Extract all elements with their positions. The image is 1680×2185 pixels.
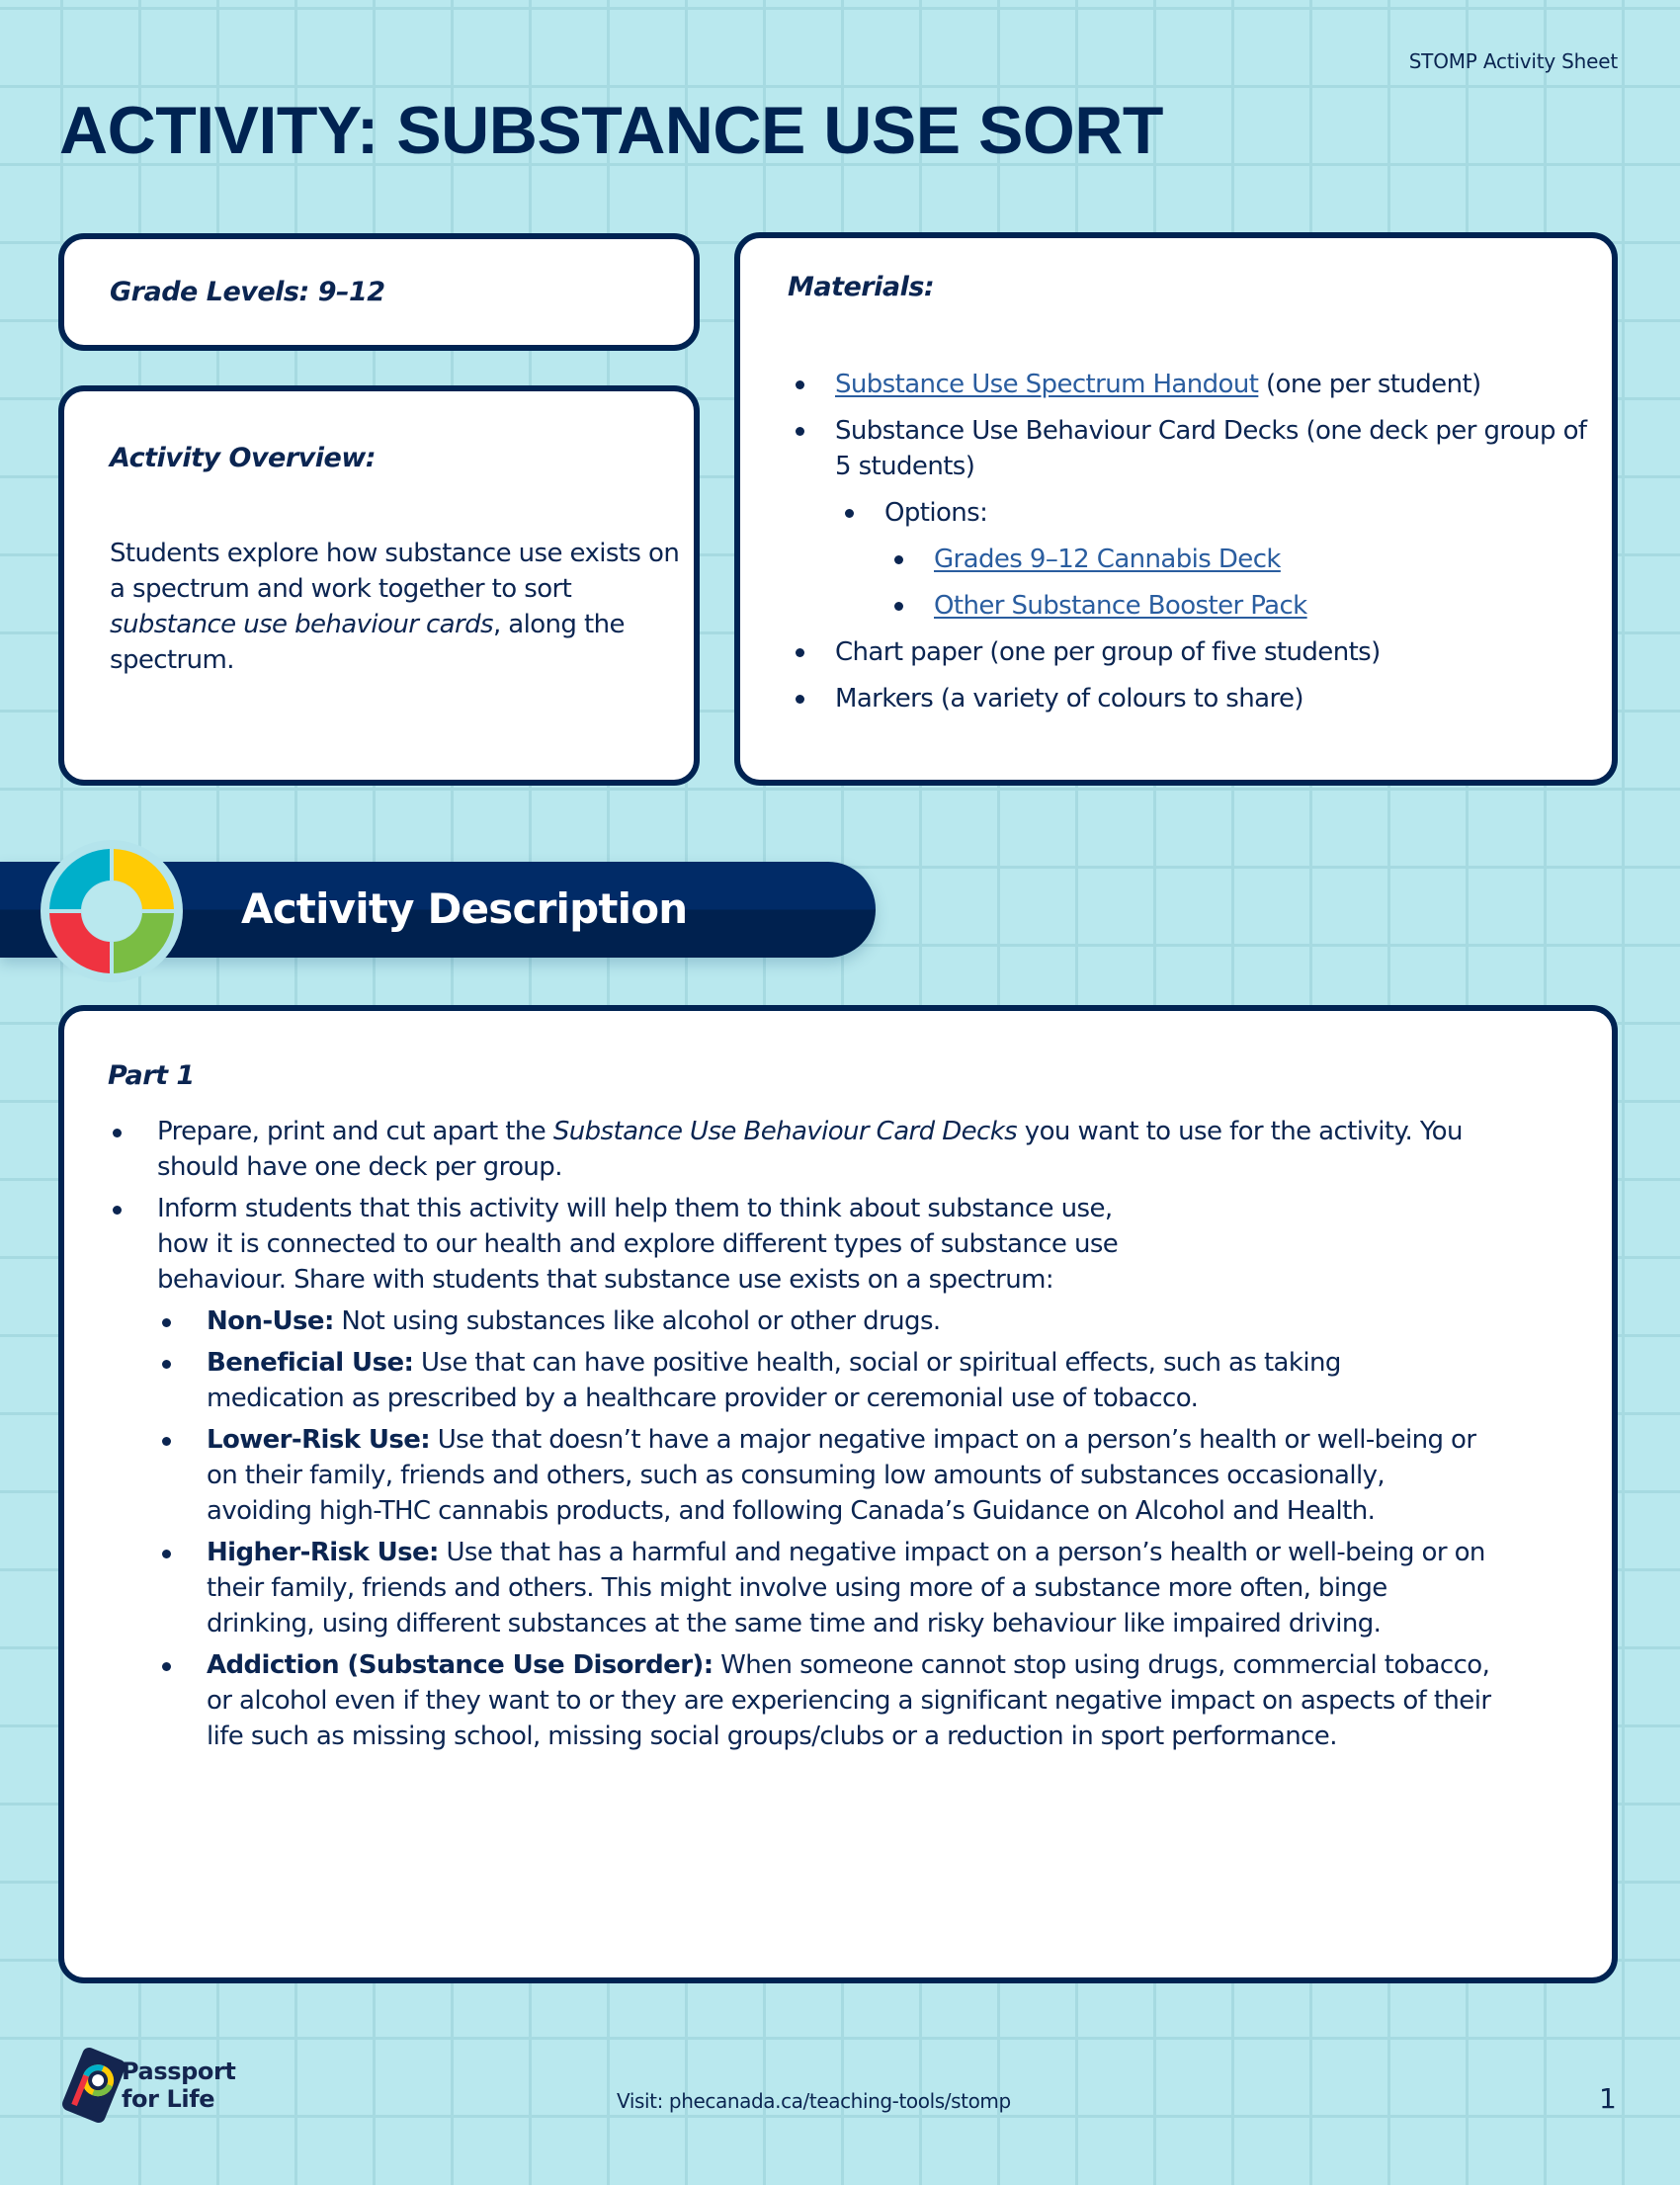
bullet-icon	[162, 1550, 171, 1558]
spectrum-item-beneficial-use	[64, 1345, 1418, 1416]
materials-list	[786, 367, 1596, 727]
item-text: Use that has a harmful and negative impact on a person’s health or well-being or on their family, friends and others. This might involve using more of a substance more often, binge drinking, using different substances at the same time and risky behaviour like impaired driving.	[207, 1538, 1485, 1639]
four-color-ring-icon	[40, 839, 184, 983]
item-text: Use that can have positive health, social or spiritual effects, such as taking medication as prescribed by a healthcare provider or ceremonial use of tobacco.	[207, 1348, 1341, 1413]
activity-overview-heading: Activity Overview:	[110, 443, 377, 473]
bullet-icon	[894, 602, 903, 611]
sheet-label: STOMP Activity Sheet	[1408, 49, 1618, 73]
spectrum-item-addiction	[64, 1647, 1497, 1754]
materials-item	[786, 413, 1596, 484]
item-text: When someone cannot stop using drugs, commercial tobacco, or alcohol even if they want to or they are experiencing a significant negative impact on aspects of their life such as missing school, missing social groups/clubs or a reduction in sport performance.	[207, 1650, 1491, 1751]
bullet-icon	[162, 1437, 171, 1446]
bullet-icon	[162, 1662, 171, 1671]
term-label: Beneficial Use:	[207, 1348, 414, 1378]
spectrum-item-non-use	[64, 1303, 1547, 1339]
overview-text-part: , along the spectrum.	[110, 610, 625, 675]
overview-text-part: Students explore how substance use exists on a spectrum and work together to sort	[110, 539, 680, 604]
booster-pack-link[interactable]: Other Substance Booster Pack	[934, 591, 1307, 621]
materials-item-text: Substance Use Behaviour Card Decks (one deck per group of 5 students)	[835, 416, 1587, 481]
item-text: you want to use for the activity. You should have one deck per group.	[157, 1117, 1463, 1182]
materials-item	[786, 681, 1596, 716]
footer-visit-link[interactable]: Visit: phecanada.ca/teaching-tools/stomp	[617, 2089, 1011, 2113]
description-list	[64, 1114, 1547, 1760]
materials-item-text: Markers (a variety of colours to share)	[835, 684, 1303, 714]
bullet-icon	[845, 509, 854, 518]
bullet-icon	[796, 648, 804, 657]
bullet-icon	[796, 427, 804, 436]
grade-levels-heading: Grade Levels: 9–12	[110, 277, 385, 307]
materials-item-text: Chart paper (one per group of five students)	[835, 637, 1381, 667]
term-label: Higher-Risk Use:	[207, 1538, 439, 1567]
activity-overview-text	[110, 536, 683, 678]
activity-description-card	[58, 1005, 1618, 1983]
materials-item	[786, 367, 1596, 402]
description-item	[64, 1114, 1547, 1185]
materials-item-text: (one per student)	[1258, 370, 1481, 399]
materials-card	[734, 232, 1618, 786]
materials-item	[786, 634, 1596, 670]
cannabis-deck-link[interactable]: Grades 9–12 Cannabis Deck	[934, 545, 1281, 574]
logo-text	[122, 2058, 236, 2113]
materials-item-text: Options:	[884, 498, 988, 528]
item-text-italic: Substance Use Behaviour Card Decks	[552, 1117, 1018, 1146]
term-label: Addiction (Substance Use Disorder):	[207, 1650, 714, 1680]
section-title: Activity Description	[241, 884, 688, 933]
materials-item	[786, 542, 1596, 577]
item-text: Inform students that this activity will help them to think about substance use, how it is connected to our health and explore different types of substance use behaviour. Share with students that substance use exists on a spectrum:	[157, 1194, 1119, 1295]
part-heading: Part 1	[108, 1060, 195, 1091]
term-label: Lower-Risk Use:	[207, 1425, 431, 1455]
bullet-icon	[796, 695, 804, 704]
page-title: ACTIVITY: SUBSTANCE USE SORT	[59, 93, 1163, 168]
term-label: Non-Use:	[207, 1306, 334, 1336]
bullet-icon	[796, 380, 804, 389]
overview-text-italic: substance use behaviour cards	[110, 610, 493, 639]
bullet-icon	[894, 555, 903, 564]
bullet-icon	[162, 1360, 171, 1369]
logo-line: for Life	[122, 2085, 215, 2113]
item-text: Not using substances like alcohol or other drugs.	[333, 1306, 941, 1336]
materials-item	[786, 495, 1596, 531]
item-text: Use that doesn’t have a major negative impact on a person’s health or well-being or on their family, friends and others, such as consuming low amounts of substances occasionally, avoiding high-THC cannabis products, and following Canada’s Guidance on Alcohol and Health.	[207, 1425, 1476, 1526]
spectrum-item-higher-risk-use	[64, 1535, 1497, 1641]
item-text: Prepare, print and cut apart the	[157, 1117, 553, 1146]
grade-levels-card	[58, 233, 700, 351]
bullet-icon	[162, 1318, 171, 1327]
materials-heading: Materials:	[788, 272, 935, 302]
bullet-icon	[113, 1129, 122, 1137]
materials-item	[786, 588, 1596, 624]
spectrum-handout-link[interactable]: Substance Use Spectrum Handout	[835, 370, 1259, 399]
spectrum-item-lower-risk-use	[64, 1422, 1497, 1529]
bullet-icon	[113, 1206, 122, 1215]
activity-overview-card	[58, 385, 700, 786]
passport-for-life-logo-icon	[59, 2046, 128, 2125]
description-item	[64, 1191, 1141, 1298]
logo-line: Passport	[122, 2058, 236, 2085]
page-number: 1	[1599, 2082, 1617, 2115]
